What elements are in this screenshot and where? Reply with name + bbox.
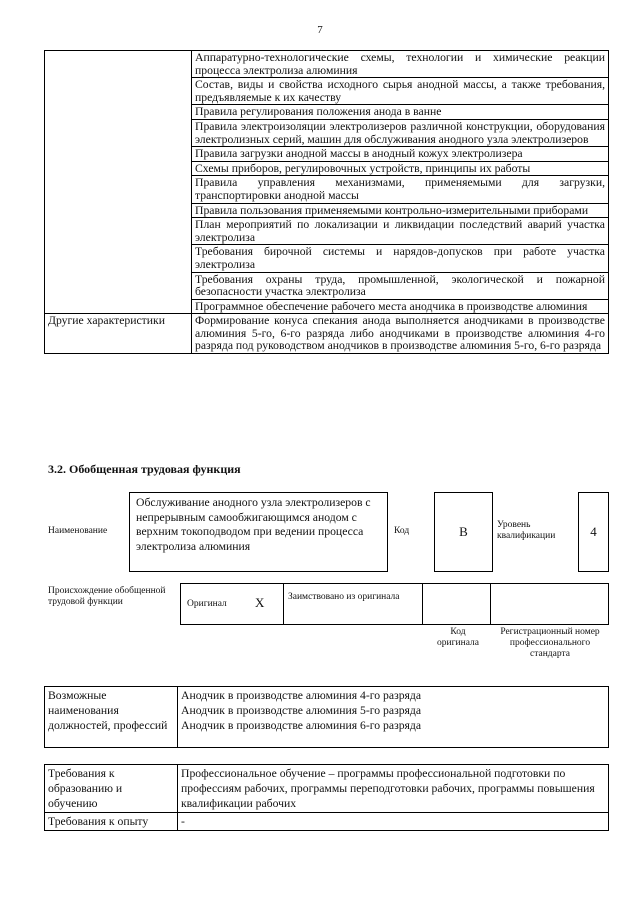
- origin-divider: [490, 583, 491, 625]
- knowledge-table: [44, 50, 609, 354]
- table-cell: Правила пользования применяемыми контрольно-измерительными приборами: [192, 203, 609, 218]
- page-number: 7: [317, 24, 323, 36]
- table-row: [45, 765, 609, 813]
- list-item: Анодчик в производстве алюминия 6-го разряда: [181, 719, 422, 732]
- positions-table: [44, 686, 609, 748]
- other-characteristics-label: Другие характеристики: [45, 314, 192, 354]
- table-cell: Аппаратурно-технологические схемы, технологии и химические реакции процесса электролиза алюминия: [192, 51, 609, 78]
- table-row: [45, 813, 609, 831]
- experience-value: -: [178, 813, 609, 831]
- table-cell: Правила регулирования положения анода в ванне: [192, 105, 609, 120]
- table-cell: Программное обеспечение рабочего места анодчика в производстве алюминия: [192, 299, 609, 314]
- list-item: Анодчик в производстве алюминия 5-го разряда: [181, 704, 422, 717]
- original-label: Оригинал: [187, 599, 227, 609]
- empty-label-cell: [45, 51, 192, 314]
- positions-label: Возможные наименования должностей, профессий: [45, 687, 178, 748]
- education-value: Профессиональное обучение – программы профессиональной подготовки по профессиям рабочих, программы переподготовки рабочих, программы повышения квалификации рабочих: [178, 765, 609, 813]
- table-cell: Правила электроизоляции электролизеров различной конструкции, оборудования электролизных серий, машин для обслуживания анодного узла электролизеров: [192, 119, 609, 146]
- origin-label: Происхождение обобщенной трудовой функции: [48, 586, 166, 607]
- experience-label: Требования к опыту: [45, 813, 178, 831]
- section-heading: 3.2. Обобщенная трудовая функция: [48, 462, 241, 476]
- positions-list: [178, 687, 609, 748]
- borrowed-label: Заимствовано из оригинала: [288, 592, 400, 602]
- origin-box: [180, 583, 609, 625]
- table-cell: Схемы приборов, регулировочных устройств, принципы их работы: [192, 161, 609, 176]
- reg-number-label: Регистрационный номер профессионального стандарта: [500, 627, 600, 659]
- table-cell: Требования бирочной системы и нарядов-допусков при работе участка электролиза: [192, 245, 609, 272]
- table-row: [45, 687, 609, 748]
- other-characteristics-text: Формирование конуса спекания анода выполняется анодчиками в производстве алюминия 5-го, 6-го разряда либо анодчиками в производстве алюминия 4-го разряда под руководством анодчиков в производстве алюминия 5-го, 6-го разряда: [192, 314, 609, 354]
- code-label: Код: [394, 526, 410, 536]
- table-cell: План мероприятий по локализации и ликвидации последствий аварий участка электролиза: [192, 218, 609, 245]
- code-original-label: Код оригинала: [437, 627, 479, 648]
- table-cell: Правила загрузки анодной массы в анодный кожух электролизера: [192, 147, 609, 162]
- name-label: Наименование: [48, 526, 108, 536]
- code-value: B: [434, 492, 493, 572]
- original-mark: X: [255, 595, 265, 610]
- table-cell: Требования охраны труда, промышленной, экологической и пожарной безопасности участка электролиза: [192, 272, 609, 299]
- origin-divider: [422, 583, 423, 625]
- table-cell: Состав, виды и свойства исходного сырья анодной массы, а также требования, предъявляемые к их качеству: [192, 78, 609, 105]
- requirements-table: [44, 764, 609, 831]
- table-row: [45, 51, 609, 78]
- list-item: Анодчик в производстве алюминия 4-го разряда: [181, 689, 422, 702]
- origin-divider: [283, 583, 284, 625]
- table-row: [45, 314, 609, 354]
- table-cell: Правила управления механизмами, применяемыми для загрузки, транспортировки анодной массы: [192, 176, 609, 203]
- education-label: Требования к образованию и обучению: [45, 765, 178, 813]
- function-name-box: Обслуживание анодного узла электролизеров с непрерывным самообжигающимся анодом с верхним токоподводом при ведении процесса электролиза алюминия: [129, 492, 388, 572]
- level-value: 4: [578, 492, 609, 572]
- level-label: Уровень квалификации: [497, 520, 556, 541]
